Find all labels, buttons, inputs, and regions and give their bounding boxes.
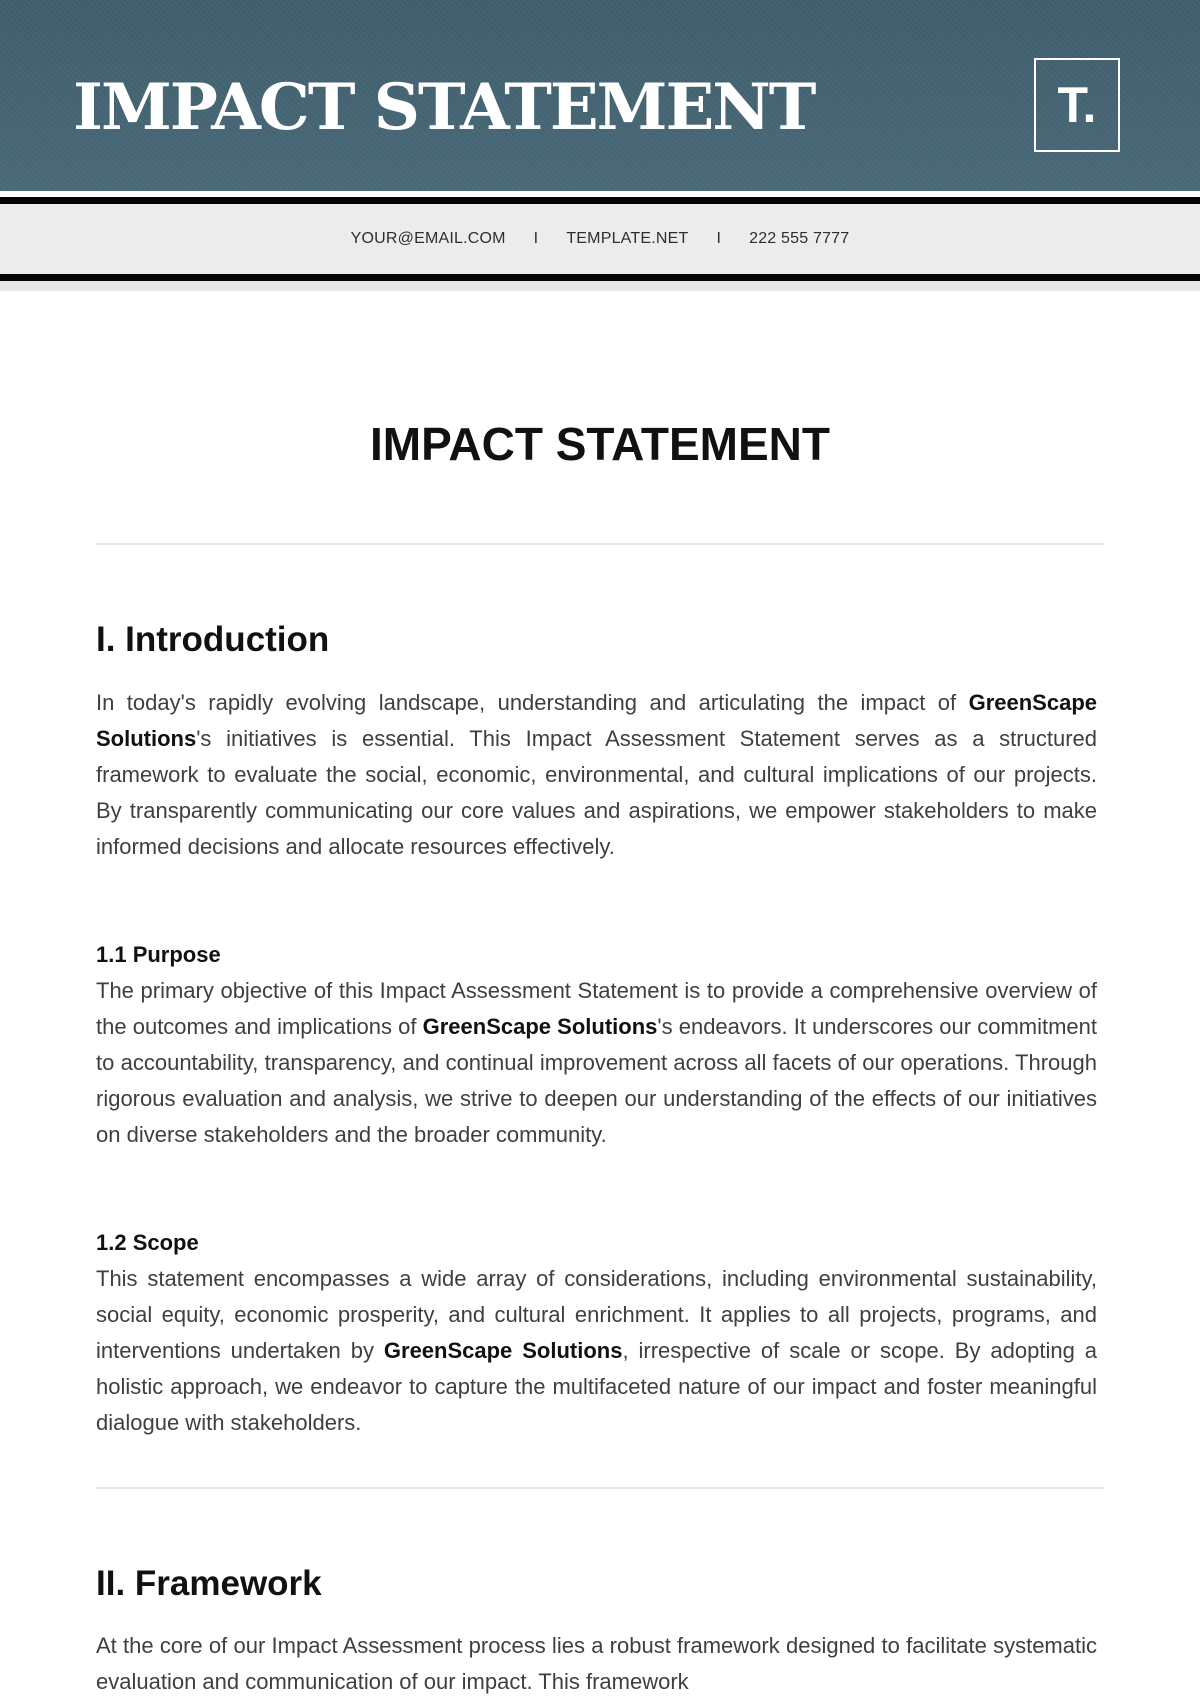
purpose-text-a: The primary objective of this Impact Assessment Statement is to provide a comprehensive overview of the outcomes and implications of: [96, 978, 1097, 1039]
contact-separator: I: [533, 230, 539, 247]
contact-website[interactable]: TEMPLATE.NET: [566, 230, 689, 247]
banner-title: IMPACT STATEMENT: [73, 70, 815, 145]
company-name: GreenScape Solutions: [96, 690, 1097, 751]
introduction-heading: I. Introduction: [96, 620, 330, 659]
company-name: GreenScape Solutions: [383, 1338, 623, 1363]
contact-separator: I: [716, 230, 722, 247]
header-rule-top: [0, 197, 1200, 204]
purpose-heading: 1.1 Purpose: [96, 942, 221, 967]
scope-text-a: This statement encompasses a wide array of considerations, including environmental sustainability, social equity, economic prosperity, and cultural enrichment. It applies to all projects, programs, and interventions undertaken by: [96, 1266, 1097, 1363]
framework-heading: II. Framework: [96, 1564, 322, 1603]
contact-bar: [0, 204, 1200, 274]
scope-text-b: , irrespective of scale or scope. By adopting a holistic approach, we endeavor to capture the multifaceted nature of our impact and foster meaningful dialogue with stakeholders.: [96, 1338, 1097, 1435]
purpose-text-b: 's endeavors. It underscores our commitment to accountability, transparency, and continual improvement across all facets of our operations. Through rigorous evaluation and analysis, we strive to deepen our understanding of the effects of our initiatives on diverse stakeholders and the broader community.: [96, 1014, 1097, 1147]
document-title: IMPACT STATEMENT: [370, 418, 830, 470]
contact-phone[interactable]: 222 555 7777: [749, 230, 850, 247]
scope-block: [96, 1225, 1097, 1441]
header-rule-bottom: [0, 274, 1200, 281]
purpose-block: [96, 937, 1097, 1153]
framework-paragraph: At the core of our Impact Assessment process lies a robust framework designed to facilitate systematic evaluation and communication of our impact. This framework: [96, 1633, 1097, 1694]
introduction-paragraph: [96, 685, 1097, 865]
scope-heading: 1.2 Scope: [96, 1230, 199, 1255]
template-logo: T.: [1034, 58, 1120, 152]
section-divider: [96, 1487, 1104, 1489]
header-rule-shadow: [0, 281, 1200, 291]
introduction-text-b: 's initiatives is essential. This Impact Assessment Statement serves as a structured framework to evaluate the social, economic, environmental, and cultural implications of our projects. By transparently communicating our core values and aspirations, we empower stakeholders to make informed decisions and allocate resources effectively.: [96, 726, 1097, 859]
company-name: GreenScape Solutions: [422, 1014, 658, 1039]
section-divider: [96, 543, 1104, 545]
header-banner: [0, 0, 1200, 191]
introduction-text-a: In today's rapidly evolving landscape, understanding and articulating the impact of: [96, 690, 969, 715]
contact-email[interactable]: YOUR@EMAIL.COM: [350, 230, 506, 247]
